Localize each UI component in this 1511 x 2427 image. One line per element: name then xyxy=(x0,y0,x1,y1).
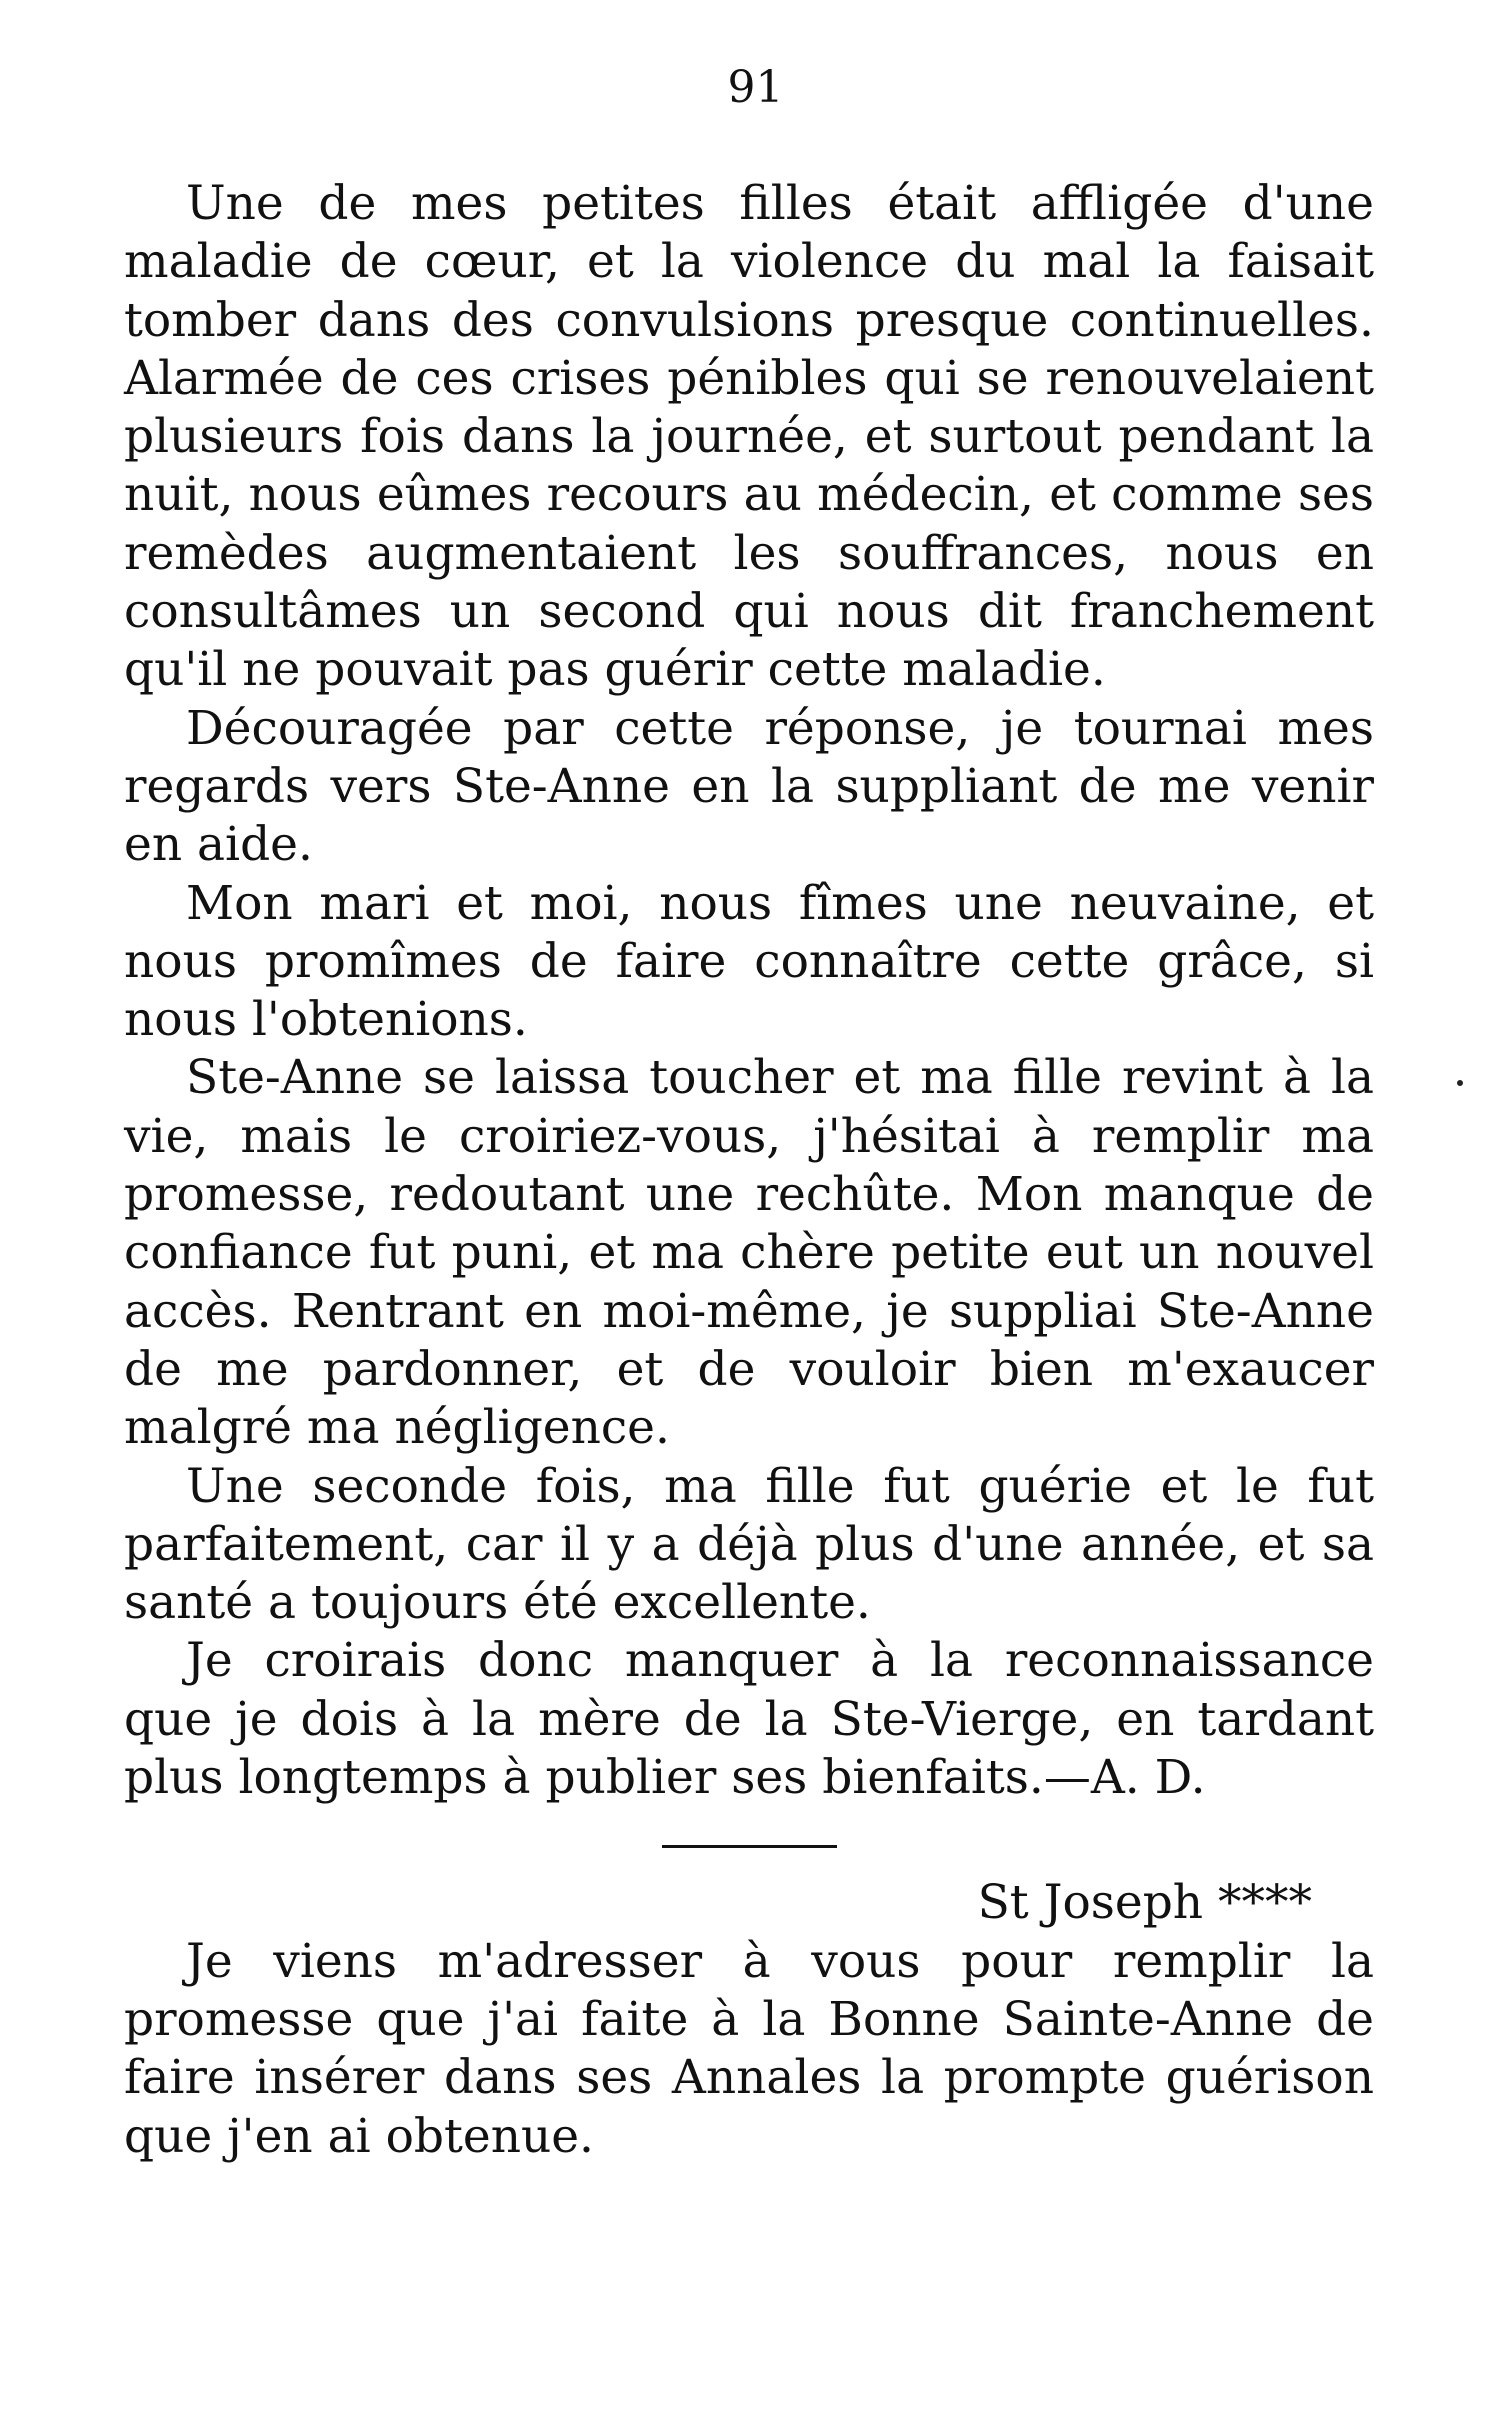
paragraph: Je croirais donc manquer à la reconnaissance que je dois à la mère de la Ste-Vierge, en tardant plus longtemps à publier ses bienfaits.—A. D. xyxy=(124,1633,1374,1806)
paragraph: Mon mari et moi, nous fîmes une neuvaine, et nous promîmes de faire connaître cette grâce, si nous l'obtenions. xyxy=(124,875,1374,1048)
stray-ink-dot xyxy=(1457,1080,1463,1086)
section-divider xyxy=(662,1845,837,1848)
page-body xyxy=(124,175,1374,2166)
page-number: 91 xyxy=(727,62,784,113)
paragraph: Une seconde fois, ma fille fut guérie et le fut parfaitement, car il y a déjà plus d'une année, et sa santé a toujours été excellente. xyxy=(124,1458,1374,1631)
paragraph: Ste-Anne se laissa toucher et ma fille revint à la vie, mais le croiriez-vous, j'hésitai à remplir ma promesse, redoutant une rechûte. Mon manque de confiance fut puni, et ma chère petite eut un nouvel accès. Rentrant en moi-même, je suppliai Ste-Anne de me pardonner, et de vouloir bien m'exaucer malgré ma négligence. xyxy=(124,1050,1374,1456)
paragraph: Une de mes petites filles était affligée d'une maladie de cœur, et la violence du mal la faisait tomber dans des convulsions presque continuelles. Alarmée de ces crises pénibles qui se renouvelaient plusieurs fois dans la journée, et surtout pendant la nuit, nous eûmes recours au médecin, et comme ses remèdes augmentaient les souffrances, nous en consultâmes un second qui nous dit franchement qu'il ne pouvait pas guérir cette maladie. xyxy=(124,176,1374,698)
paragraph: Je viens m'adresser à vous pour remplir la promesse que j'ai faite à la Bonne Sainte-Anne de faire insérer dans ses Annales la prompte guérison que j'en ai obtenue. xyxy=(124,1933,1374,2164)
section-heading: St Joseph **** xyxy=(977,1875,1312,1931)
paragraph: Découragée par cette réponse, je tournai mes regards vers Ste-Anne en la suppliant de me venir en aide. xyxy=(124,700,1374,873)
